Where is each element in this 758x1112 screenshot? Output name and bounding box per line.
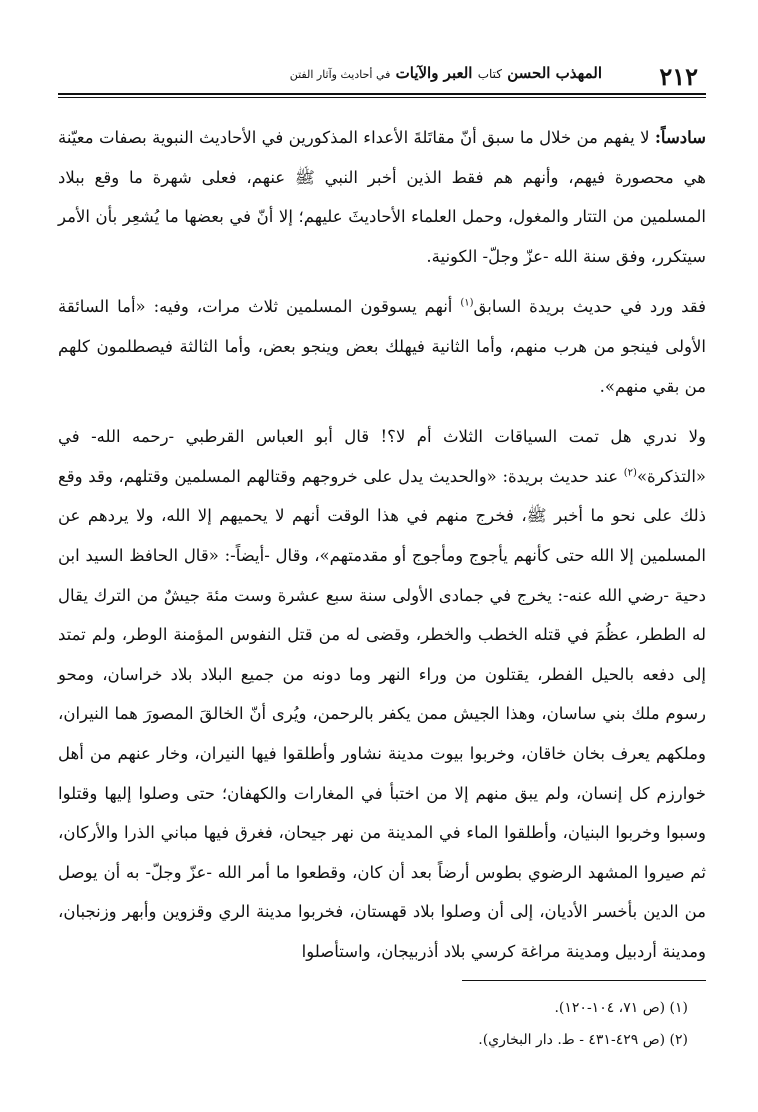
paragraph-3-start: ولا ندري هل تمت السياقات الثلاث أم لا؟! قال أبو العباس القرطبي -رحمه الله- في «التذكرة» (58, 427, 706, 486)
title-connector: كتاب (477, 67, 502, 81)
paragraph-3 (58, 417, 706, 971)
body-text (58, 118, 706, 971)
paragraph-2-start: فقد ورد في حديث بريدة السابق (473, 297, 707, 317)
footnote-separator (462, 980, 706, 981)
footnote-1: (١) (ص ٧١، ١٠٤-١٢٠). (554, 1000, 688, 1016)
header-rule-thin (58, 97, 706, 98)
footnote-ref-1[interactable]: (١) (460, 297, 474, 309)
paragraph-2-end: أنهم يسوقون المسلمين ثلاث مرات، وفيه: «أما السائقة الأولى فينجو من هرب منهم، وأما الثانية فيهلك بعض وينجو بعض، وأما الثالثة فيصطلمون كلهم من بقي منهم». (58, 297, 706, 396)
section-lead: سادساً: (654, 128, 706, 147)
title-subtitle: في أحاديث وآثار الفتن (289, 68, 391, 81)
page-number: ٢١٢ (659, 62, 698, 91)
footnote-ref-2[interactable]: (٢) (623, 467, 637, 479)
header-rule (58, 93, 706, 95)
paragraph-1-text: لا يفهم من خلال ما سبق أنّ مقاتَلةَ الأعداء المذكورين في الأحاديث النبوية بصفات معيّنة هي محصورة فيهم، وأنهم هم فقط الذين أخبر النبي ﷺ عنهم، فعلى شهرة ما وقع ببلاد المسلمين من التتار والمغول، وحمل العلماء الأحاديثَ عليهم؛ إلا أنّ في بعضها ما يُشعِر بأن الأمر سيتكرر، وفق سنة الله -عزّ وجلّ- الكونية. (58, 128, 706, 266)
paragraph-2 (58, 287, 706, 406)
work-name: العبر والآيات (395, 64, 473, 82)
paragraph-1 (58, 118, 706, 276)
footnotes (58, 992, 688, 1056)
footnote-2: (٢) (ص ٤٢٩-٤٣١ - ط. دار البخاري). (478, 1032, 688, 1048)
paragraph-3-end: عند حديث بريدة: «والحديث يدل على خروجهم وقتالهم المسلمين وقتلهم، وقد وقع ذلك على نحو ما أخبر ﷺ، فخرج منهم في هذا الوقت أنهم لا يحميهم إلا الله، ولا يردهم عن المسلمين إلا الله حتى كأنهم يأجوج ومأجوج أو مقدمتهم»، وقال -أيضاً-: «قال الحافظ السيد ابن دحية -رضي الله عنه-: يخرج في جمادى الأولى سنة سبع عشرة وست مئة جيشٌ من الترك يقال له الططر، عظُمَ في قتله الخطب والخطر، وقضى له من قتل النفوس المؤمنة الوطر، ولم تمتد إلى دفعه بالحيل الفطر، يقتلون من وراء النهر وما دونه من جميع البلاد بلاد خراسان، ومحو رسوم ملك بني ساسان، وهذا الجيش ممن يكفر بالرحمن، ويُرى أنّ الخالقَ المصورَ هما النيران، وملكهم يعرف بخان خاقان، وخربوا بيوت مدينة نشاور وأطلقوا فيها النيران، وخار عنهم من أهل خوارزم كل إنسان، ولم يبق منهم إلا من اختبأ في المغارات والكهفان؛ حتى وصلوا إليها وقتلوا وسبوا وخربوا البنيان، وأطلقوا الماء في المدينة من نهر جيحان، فغرق فيها مباني الذرا والأركان، ثم صيروا المشهد الرضوي بطوس أرضاً بعد أن كان، وقطعوا ما أمر الله -عزّ وجلّ- به أن يوصل من الدين بأخسر الأديان، إلى أن وصلوا بلاد قهستان، فخربوا مدينة الري وقزوين وأبهر وزنجبان، ومدينة أردبيل ومدينة مراغة كرسي بلاد أذربيجان، واستأصلوا (58, 466, 706, 961)
page-header (58, 60, 706, 100)
book-title: المهذب الحسن (507, 64, 602, 82)
running-title (290, 64, 602, 82)
